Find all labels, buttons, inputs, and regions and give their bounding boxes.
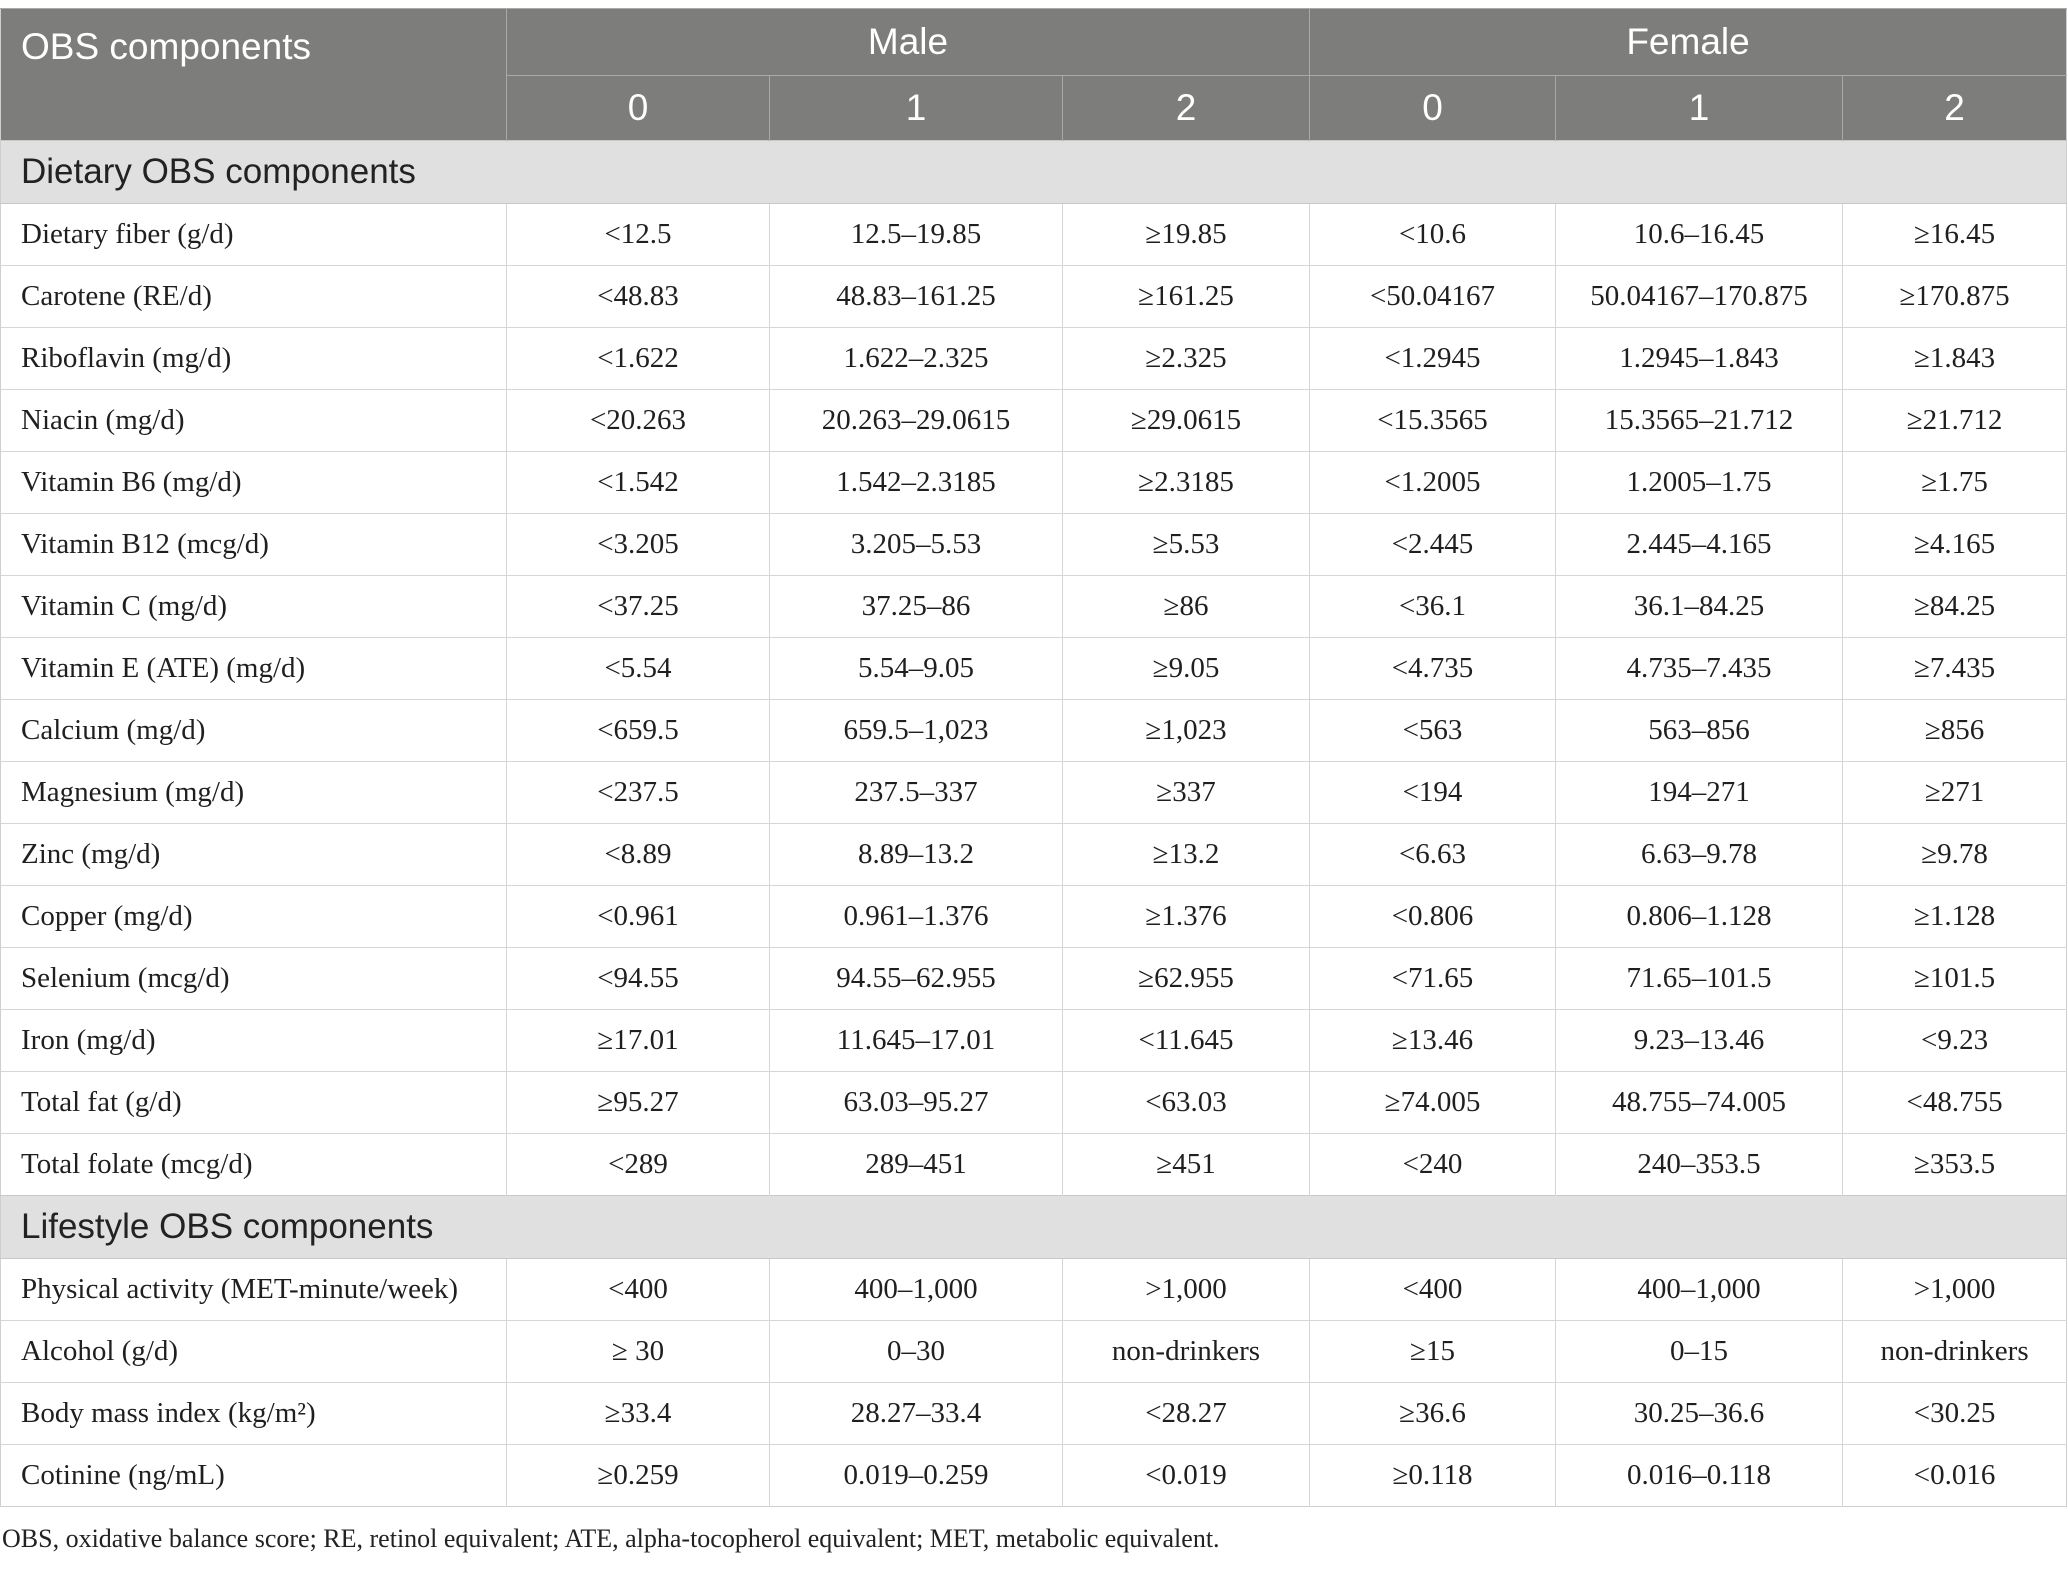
table-cell: 4.735–7.435 bbox=[1556, 638, 1843, 700]
header-score: 0 bbox=[1310, 76, 1556, 141]
table-cell: <71.65 bbox=[1310, 948, 1556, 1010]
table-cell: ≥856 bbox=[1843, 700, 2067, 762]
header-score: 0 bbox=[507, 76, 770, 141]
table-cell: 48.83–161.25 bbox=[770, 266, 1063, 328]
table-row bbox=[1, 948, 2067, 1010]
table-cell: <1.2945 bbox=[1310, 328, 1556, 390]
row-label: Total fat (g/d) bbox=[1, 1072, 507, 1134]
table-cell: <0.016 bbox=[1843, 1445, 2067, 1507]
table-cell: ≥15 bbox=[1310, 1321, 1556, 1383]
table-row bbox=[1, 204, 2067, 266]
row-label: Iron (mg/d) bbox=[1, 1010, 507, 1072]
table-cell: 0–15 bbox=[1556, 1321, 1843, 1383]
table-cell: <28.27 bbox=[1063, 1383, 1310, 1445]
table-cell: 659.5–1,023 bbox=[770, 700, 1063, 762]
table-cell: ≥16.45 bbox=[1843, 204, 2067, 266]
row-label: Body mass index (kg/m²) bbox=[1, 1383, 507, 1445]
table-cell: ≥5.53 bbox=[1063, 514, 1310, 576]
row-label: Vitamin B6 (mg/d) bbox=[1, 452, 507, 514]
table-cell: ≥353.5 bbox=[1843, 1134, 2067, 1196]
table-cell: ≥36.6 bbox=[1310, 1383, 1556, 1445]
table-cell: 5.54–9.05 bbox=[770, 638, 1063, 700]
table-cell: non-drinkers bbox=[1843, 1321, 2067, 1383]
table-row bbox=[1, 1445, 2067, 1507]
table-cell: 10.6–16.45 bbox=[1556, 204, 1843, 266]
table-cell: <4.735 bbox=[1310, 638, 1556, 700]
table-cell: 36.1–84.25 bbox=[1556, 576, 1843, 638]
table-cell: ≥161.25 bbox=[1063, 266, 1310, 328]
section-header-row bbox=[1, 141, 2067, 204]
table-cell: <63.03 bbox=[1063, 1072, 1310, 1134]
table-cell: 63.03–95.27 bbox=[770, 1072, 1063, 1134]
table-cell: <2.445 bbox=[1310, 514, 1556, 576]
table-cell: 11.645–17.01 bbox=[770, 1010, 1063, 1072]
table-cell: <240 bbox=[1310, 1134, 1556, 1196]
table-cell: 0.019–0.259 bbox=[770, 1445, 1063, 1507]
table-cell: <11.645 bbox=[1063, 1010, 1310, 1072]
table-cell: 0–30 bbox=[770, 1321, 1063, 1383]
table-cell: 8.89–13.2 bbox=[770, 824, 1063, 886]
table-cell: 563–856 bbox=[1556, 700, 1843, 762]
table-cell: <194 bbox=[1310, 762, 1556, 824]
table-cell: 194–271 bbox=[1556, 762, 1843, 824]
table-cell: 28.27–33.4 bbox=[770, 1383, 1063, 1445]
table-cell: ≥9.05 bbox=[1063, 638, 1310, 700]
table-cell: 50.04167–170.875 bbox=[1556, 266, 1843, 328]
header-group-male: Male bbox=[507, 9, 1310, 76]
table-cell: <94.55 bbox=[507, 948, 770, 1010]
table-row bbox=[1, 576, 2067, 638]
table-cell: <10.6 bbox=[1310, 204, 1556, 266]
table-cell: <9.23 bbox=[1843, 1010, 2067, 1072]
table-cell: <0.806 bbox=[1310, 886, 1556, 948]
table-cell: 0.961–1.376 bbox=[770, 886, 1063, 948]
row-label: Total folate (mcg/d) bbox=[1, 1134, 507, 1196]
table-cell: ≥271 bbox=[1843, 762, 2067, 824]
table-cell: 3.205–5.53 bbox=[770, 514, 1063, 576]
table-cell: ≥9.78 bbox=[1843, 824, 2067, 886]
row-label: Copper (mg/d) bbox=[1, 886, 507, 948]
table-cell: 37.25–86 bbox=[770, 576, 1063, 638]
table-row bbox=[1, 390, 2067, 452]
table-cell: <20.263 bbox=[507, 390, 770, 452]
table-cell: <659.5 bbox=[507, 700, 770, 762]
section-header-row bbox=[1, 1196, 2067, 1259]
table-body bbox=[1, 141, 2067, 1507]
table-cell: ≥1,023 bbox=[1063, 700, 1310, 762]
table-row bbox=[1, 514, 2067, 576]
table-cell: 9.23–13.46 bbox=[1556, 1010, 1843, 1072]
table-cell: ≥170.875 bbox=[1843, 266, 2067, 328]
table-cell: ≥29.0615 bbox=[1063, 390, 1310, 452]
table-cell: ≥2.3185 bbox=[1063, 452, 1310, 514]
row-label: Selenium (mcg/d) bbox=[1, 948, 507, 1010]
table-cell: <3.205 bbox=[507, 514, 770, 576]
table-row bbox=[1, 452, 2067, 514]
row-label: Carotene (RE/d) bbox=[1, 266, 507, 328]
table-cell: ≥62.955 bbox=[1063, 948, 1310, 1010]
table-cell: <8.89 bbox=[507, 824, 770, 886]
table-cell: ≥1.75 bbox=[1843, 452, 2067, 514]
table-cell: >1,000 bbox=[1843, 1259, 2067, 1321]
table-row bbox=[1, 700, 2067, 762]
table-cell: 0.806–1.128 bbox=[1556, 886, 1843, 948]
table-cell: ≥0.259 bbox=[507, 1445, 770, 1507]
table-row bbox=[1, 328, 2067, 390]
table-header bbox=[1, 9, 2067, 141]
table-row bbox=[1, 762, 2067, 824]
row-label: Magnesium (mg/d) bbox=[1, 762, 507, 824]
header-group-female: Female bbox=[1310, 9, 2067, 76]
table-cell: <0.961 bbox=[507, 886, 770, 948]
header-score: 1 bbox=[1556, 76, 1843, 141]
table-cell: ≥1.376 bbox=[1063, 886, 1310, 948]
table-cell: ≥2.325 bbox=[1063, 328, 1310, 390]
row-label: Riboflavin (mg/d) bbox=[1, 328, 507, 390]
table-cell: ≥33.4 bbox=[507, 1383, 770, 1445]
table-cell: 400–1,000 bbox=[1556, 1259, 1843, 1321]
table-cell: 48.755–74.005 bbox=[1556, 1072, 1843, 1134]
table-cell: <36.1 bbox=[1310, 576, 1556, 638]
table-cell: ≥0.118 bbox=[1310, 1445, 1556, 1507]
table-cell: <1.622 bbox=[507, 328, 770, 390]
table-cell: <50.04167 bbox=[1310, 266, 1556, 328]
table-cell: 1.2005–1.75 bbox=[1556, 452, 1843, 514]
table-cell: ≥74.005 bbox=[1310, 1072, 1556, 1134]
row-label: Vitamin B12 (mcg/d) bbox=[1, 514, 507, 576]
table-row bbox=[1, 1010, 2067, 1072]
table-row bbox=[1, 638, 2067, 700]
obs-components-table bbox=[0, 8, 2067, 1507]
row-label: Niacin (mg/d) bbox=[1, 390, 507, 452]
table-row bbox=[1, 824, 2067, 886]
table-cell: <48.83 bbox=[507, 266, 770, 328]
section-title: Lifestyle OBS components bbox=[1, 1196, 2067, 1259]
table-cell: 12.5–19.85 bbox=[770, 204, 1063, 266]
table-cell: 1.2945–1.843 bbox=[1556, 328, 1843, 390]
table-cell: 6.63–9.78 bbox=[1556, 824, 1843, 886]
table-cell: <1.542 bbox=[507, 452, 770, 514]
header-corner: OBS components bbox=[1, 9, 507, 141]
table-cell: non-drinkers bbox=[1063, 1321, 1310, 1383]
table-cell: 20.263–29.0615 bbox=[770, 390, 1063, 452]
table-row bbox=[1, 886, 2067, 948]
table-cell: 94.55–62.955 bbox=[770, 948, 1063, 1010]
table-cell: 71.65–101.5 bbox=[1556, 948, 1843, 1010]
table-row bbox=[1, 1134, 2067, 1196]
row-label: Vitamin E (ATE) (mg/d) bbox=[1, 638, 507, 700]
table-cell: ≥101.5 bbox=[1843, 948, 2067, 1010]
table-cell: 1.622–2.325 bbox=[770, 328, 1063, 390]
table-cell: ≥4.165 bbox=[1843, 514, 2067, 576]
header-score: 2 bbox=[1843, 76, 2067, 141]
table-cell: <12.5 bbox=[507, 204, 770, 266]
table-cell: ≥21.712 bbox=[1843, 390, 2067, 452]
table-cell: 15.3565–21.712 bbox=[1556, 390, 1843, 452]
row-label: Dietary fiber (g/d) bbox=[1, 204, 507, 266]
table-cell: ≥1.128 bbox=[1843, 886, 2067, 948]
header-score: 1 bbox=[770, 76, 1063, 141]
table-cell: 1.542–2.3185 bbox=[770, 452, 1063, 514]
table-cell: ≥ 30 bbox=[507, 1321, 770, 1383]
table-cell: ≥451 bbox=[1063, 1134, 1310, 1196]
table-cell: 289–451 bbox=[770, 1134, 1063, 1196]
table-cell: ≥7.435 bbox=[1843, 638, 2067, 700]
table-cell: ≥13.46 bbox=[1310, 1010, 1556, 1072]
table-cell: 30.25–36.6 bbox=[1556, 1383, 1843, 1445]
table-cell: <48.755 bbox=[1843, 1072, 2067, 1134]
table-cell: 237.5–337 bbox=[770, 762, 1063, 824]
row-label: Cotinine (ng/mL) bbox=[1, 1445, 507, 1507]
table-cell: <400 bbox=[507, 1259, 770, 1321]
table-row bbox=[1, 1072, 2067, 1134]
table-cell: ≥86 bbox=[1063, 576, 1310, 638]
table-cell: ≥13.2 bbox=[1063, 824, 1310, 886]
table-cell: <6.63 bbox=[1310, 824, 1556, 886]
table-cell: <400 bbox=[1310, 1259, 1556, 1321]
table-row bbox=[1, 1383, 2067, 1445]
table-cell: <15.3565 bbox=[1310, 390, 1556, 452]
table-cell: ≥1.843 bbox=[1843, 328, 2067, 390]
row-label: Physical activity (MET-minute/week) bbox=[1, 1259, 507, 1321]
section-title: Dietary OBS components bbox=[1, 141, 2067, 204]
table-cell: 2.445–4.165 bbox=[1556, 514, 1843, 576]
table-cell: ≥337 bbox=[1063, 762, 1310, 824]
table-cell: <1.2005 bbox=[1310, 452, 1556, 514]
table-row bbox=[1, 266, 2067, 328]
table-cell: ≥84.25 bbox=[1843, 576, 2067, 638]
row-label: Zinc (mg/d) bbox=[1, 824, 507, 886]
table-row bbox=[1, 1321, 2067, 1383]
table-cell: <289 bbox=[507, 1134, 770, 1196]
table-cell: ≥95.27 bbox=[507, 1072, 770, 1134]
table-cell: <30.25 bbox=[1843, 1383, 2067, 1445]
table-cell: <5.54 bbox=[507, 638, 770, 700]
table-cell: <0.019 bbox=[1063, 1445, 1310, 1507]
header-score: 2 bbox=[1063, 76, 1310, 141]
table-cell: <563 bbox=[1310, 700, 1556, 762]
table-cell: 240–353.5 bbox=[1556, 1134, 1843, 1196]
table-cell: 400–1,000 bbox=[770, 1259, 1063, 1321]
table-cell: ≥19.85 bbox=[1063, 204, 1310, 266]
row-label: Alcohol (g/d) bbox=[1, 1321, 507, 1383]
row-label: Vitamin C (mg/d) bbox=[1, 576, 507, 638]
table-row bbox=[1, 1259, 2067, 1321]
table-cell: <237.5 bbox=[507, 762, 770, 824]
table-cell: ≥17.01 bbox=[507, 1010, 770, 1072]
table-cell: >1,000 bbox=[1063, 1259, 1310, 1321]
row-label: Calcium (mg/d) bbox=[1, 700, 507, 762]
table-footnote: OBS, oxidative balance score; RE, retinol equivalent; ATE, alpha-tocopherol equivalent; MET, metabolic equivalent. bbox=[2, 1524, 1220, 1553]
table-cell: 0.016–0.118 bbox=[1556, 1445, 1843, 1507]
table-cell: <37.25 bbox=[507, 576, 770, 638]
